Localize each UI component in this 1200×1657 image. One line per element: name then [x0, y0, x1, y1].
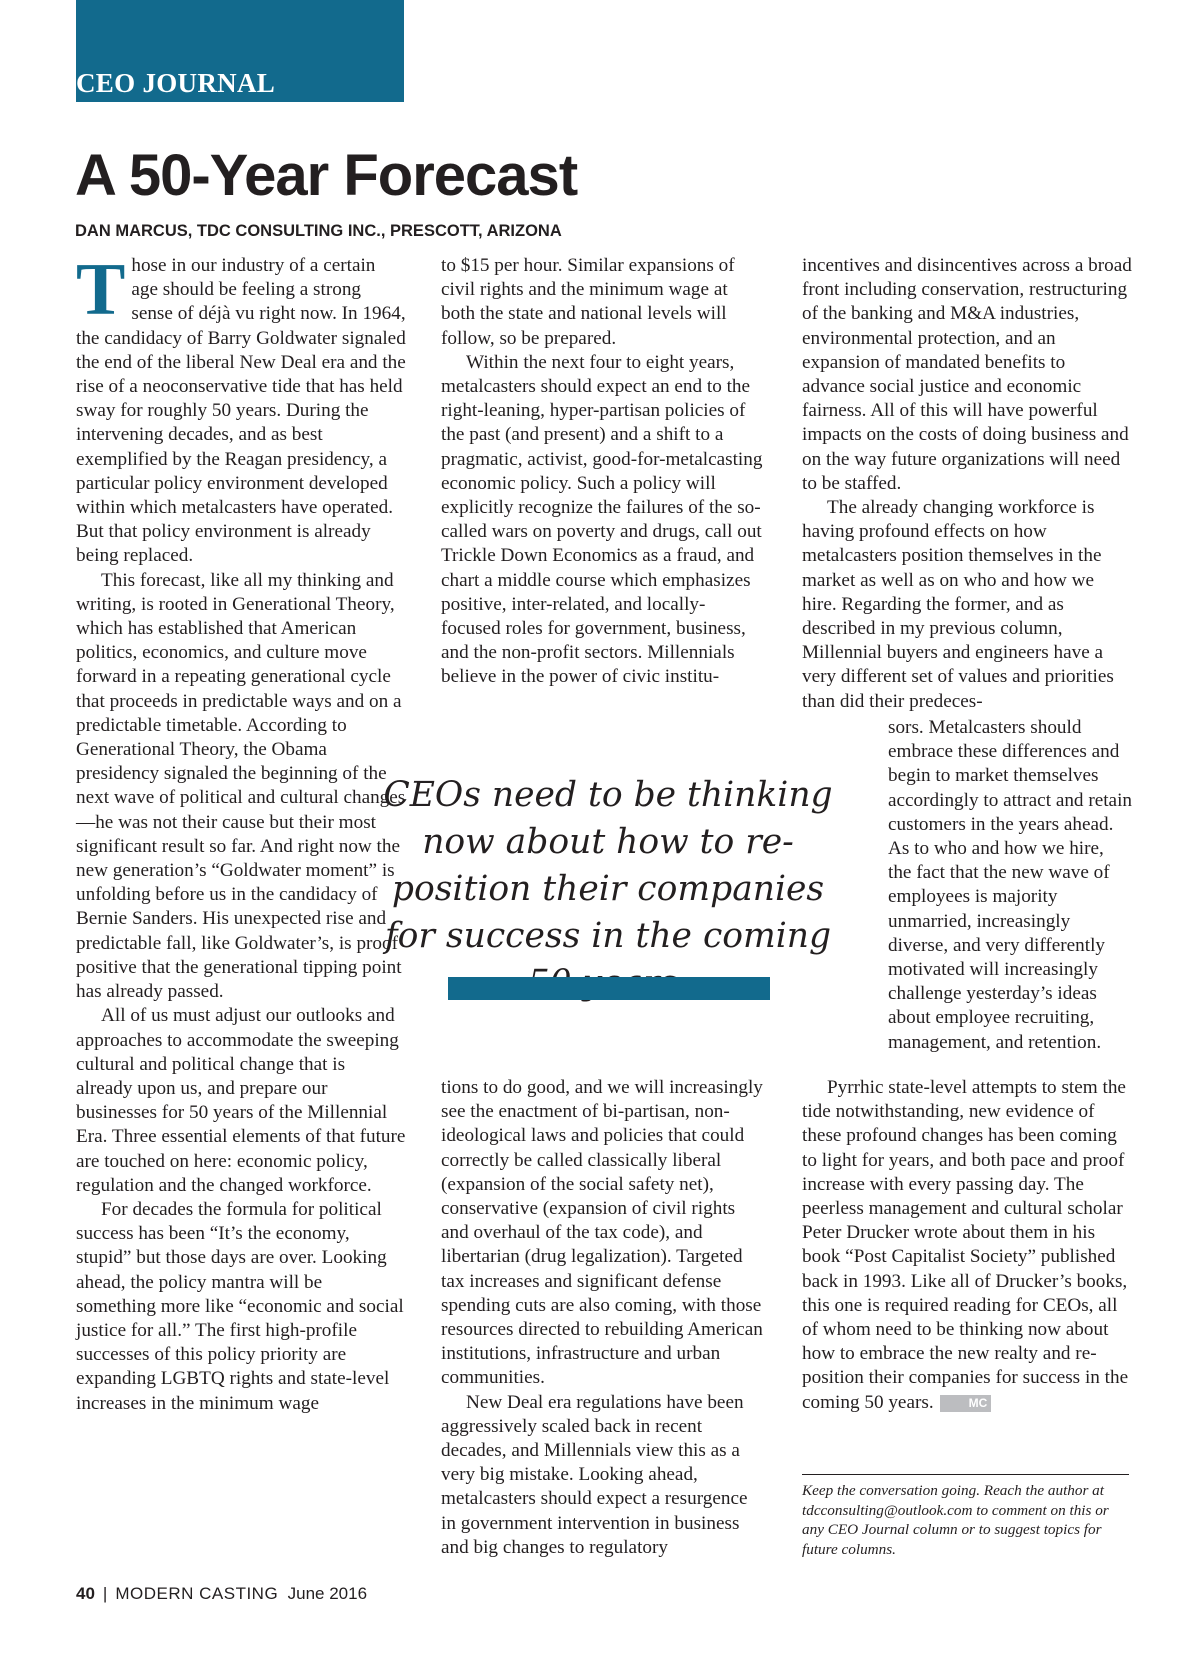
paragraph: The already changing workforce is having profound effects on how metalcasters position themselves in the market as well as on who and how we hire. Regarding the former, and as described in my previous column, Millennial buyers and engineers have a very different set of values and priorities than did their predeces- [802, 497, 1114, 712]
pull-quote-bar [448, 977, 770, 1000]
article-title: A 50-Year Forecast [75, 143, 578, 208]
issue-date: June 2016 [287, 1584, 368, 1603]
note-divider [802, 1474, 1129, 1475]
column-2-bottom [441, 1076, 765, 1560]
paragraph: to $15 per hour. Similar expansions of civil rights and the minimum wage at both the state and national levels will follow, so be prepared. [441, 255, 735, 349]
page-footer [76, 1584, 367, 1604]
section-label: CEO JOURNAL [76, 68, 276, 98]
end-mark: MC [940, 1395, 992, 1412]
footer-separator: | [102, 1584, 108, 1603]
column-1 [76, 249, 406, 1416]
paragraph [802, 1076, 1132, 1415]
column-3-top [802, 254, 1132, 714]
drop-cap: T [76, 249, 126, 331]
paragraph: For decades the formula for political success has been “It’s the economy, stupid” but those days are over. Looking ahead, the policy mantra will be something more like “economic and social justice for all.” The first high-profile successes of this policy priority are expanding LGBTQ rights and state-level increases in the minimum wage [76, 1198, 404, 1414]
paragraph-text: hose in our industry of a certain age should be feeling a strong sense of déjà vu right now. In 1964, the candidacy of Barry Goldwater signaled the end of the liberal New Deal era and the rise of a neoconservative tide that has held sway for roughly 50 years. During the intervening decades, and as best exemplified by the Reagan presidency, a particular policy environment developed within which metalcasters have operated. But that policy environment is already being replaced. [76, 255, 406, 567]
column-3-wrap [888, 716, 1132, 1055]
page-number: 40 [76, 1584, 95, 1603]
byline: DAN MARCUS, TDC CONSULTING INC., PRESCOTT, ARIZONA [75, 222, 562, 240]
paragraph: sors. Metalcasters should embrace these differences and begin to market themselves accordingly to attract and retain customers in the years ahead. As to who and how we hire, the fact that the new wave of employees is majority unmarried, increasingly diverse, and very differently motivated will increasingly challenge yesterday’s ideas about employee recruiting, management, and retention. [888, 717, 1132, 1053]
paragraph: New Deal era regulations have been aggressively scaled back in recent decades, and Millennials view this as a very big mistake. Looking ahead, metalcasters should expect a resurgence in government intervention in business and big changes to regulatory [441, 1391, 748, 1558]
paragraph-text: Pyrrhic state-level attempts to stem the tide notwithstanding, new evidence of these profound changes has been coming to light for years, and both pace and proof increase with every passing day. The peerless management and cultural scholar Peter Drucker wrote about them in his book “Post Capitalist Society” published back in 1993. Like all of Drucker’s books, this one is required reading for CEOs, all of whom need to be thinking now about how to embrace the new realty and re-position their companies for success in the coming 50 years. [802, 1077, 1129, 1413]
publication-name: MODERN CASTING [115, 1584, 279, 1603]
pull-quote: CEOs need to be thinking now about how to re-position their companies for success in the coming [383, 775, 833, 956]
author-note: Keep the conversation going. Reach the author at tdcconsulting@outlook.com to comment on this or any CEO Journal column or to suggest topics for future columns. [802, 1482, 1109, 1558]
column-3-bottom [802, 1076, 1132, 1415]
paragraph [76, 249, 406, 569]
paragraph: All of us must adjust our outlooks and approaches to accommodate the sweeping cultural and political change that is already upon us, and prepare our businesses for 50 years of the Millennial Era. Three essential elements of that future are touched on here: economic policy, regulation and the changed workforce. [76, 1005, 406, 1196]
column-2-top [441, 254, 765, 690]
paragraph: tions to do good, and we will increasingly see the enactment of bi-partisan, non-ideological laws and policies that could correctly be called classically liberal (expansion of the social safety net), conservative (expansion of civil rights and overhaul of the tax code), and libertarian (drug legalization). Targeted tax increases and significant defense spending cuts are also coming, with those resources directed to rebuilding American institutions, infrastructure and urban communities. [441, 1077, 763, 1389]
paragraph: Within the next four to eight years, metalcasters should expect an end to the right-leaning, hyper-partisan policies of the past (and present) and a shift to a pragmatic, activist, good-for-metalcasting economic policy. Such a policy will explicitly recognize the failures of the so-called wars on poverty and drugs, call out Trickle Down Economics as a fraud, and chart a middle course which emphasizes positive, inter-related, and locally-focused roles for government, business, and the non-profit sectors. Millennials believe in the power of civic institu- [441, 351, 763, 688]
paragraph: This forecast, like all my thinking and writing, is rooted in Generational Theory, which has established that American politics, economics, and culture move forward in a repeating generational cycle that proceeds in predictable ways and on a predictable timetable. According to Generational Theory, the Obama presidency signaled the beginning of the next wave of political and cultural changes—he was not their cause but their most significant result so far. And right now the new generation’s “Goldwater moment” is unfolding before us in the candidacy of Bernie Sanders. His unexpected rise and predictable fall, like Goldwater’s, is proof positive that the generational tipping point has already passed. [76, 569, 406, 1003]
paragraph: incentives and disincentives across a broad front including conservation, restructuring of the banking and M&A industries, environmental protection, and an expansion of mandated benefits to advance social justice and economic fairness. All of this will have powerful impacts on the costs of doing business and on the way future organizations will need to be staffed. [802, 255, 1132, 494]
